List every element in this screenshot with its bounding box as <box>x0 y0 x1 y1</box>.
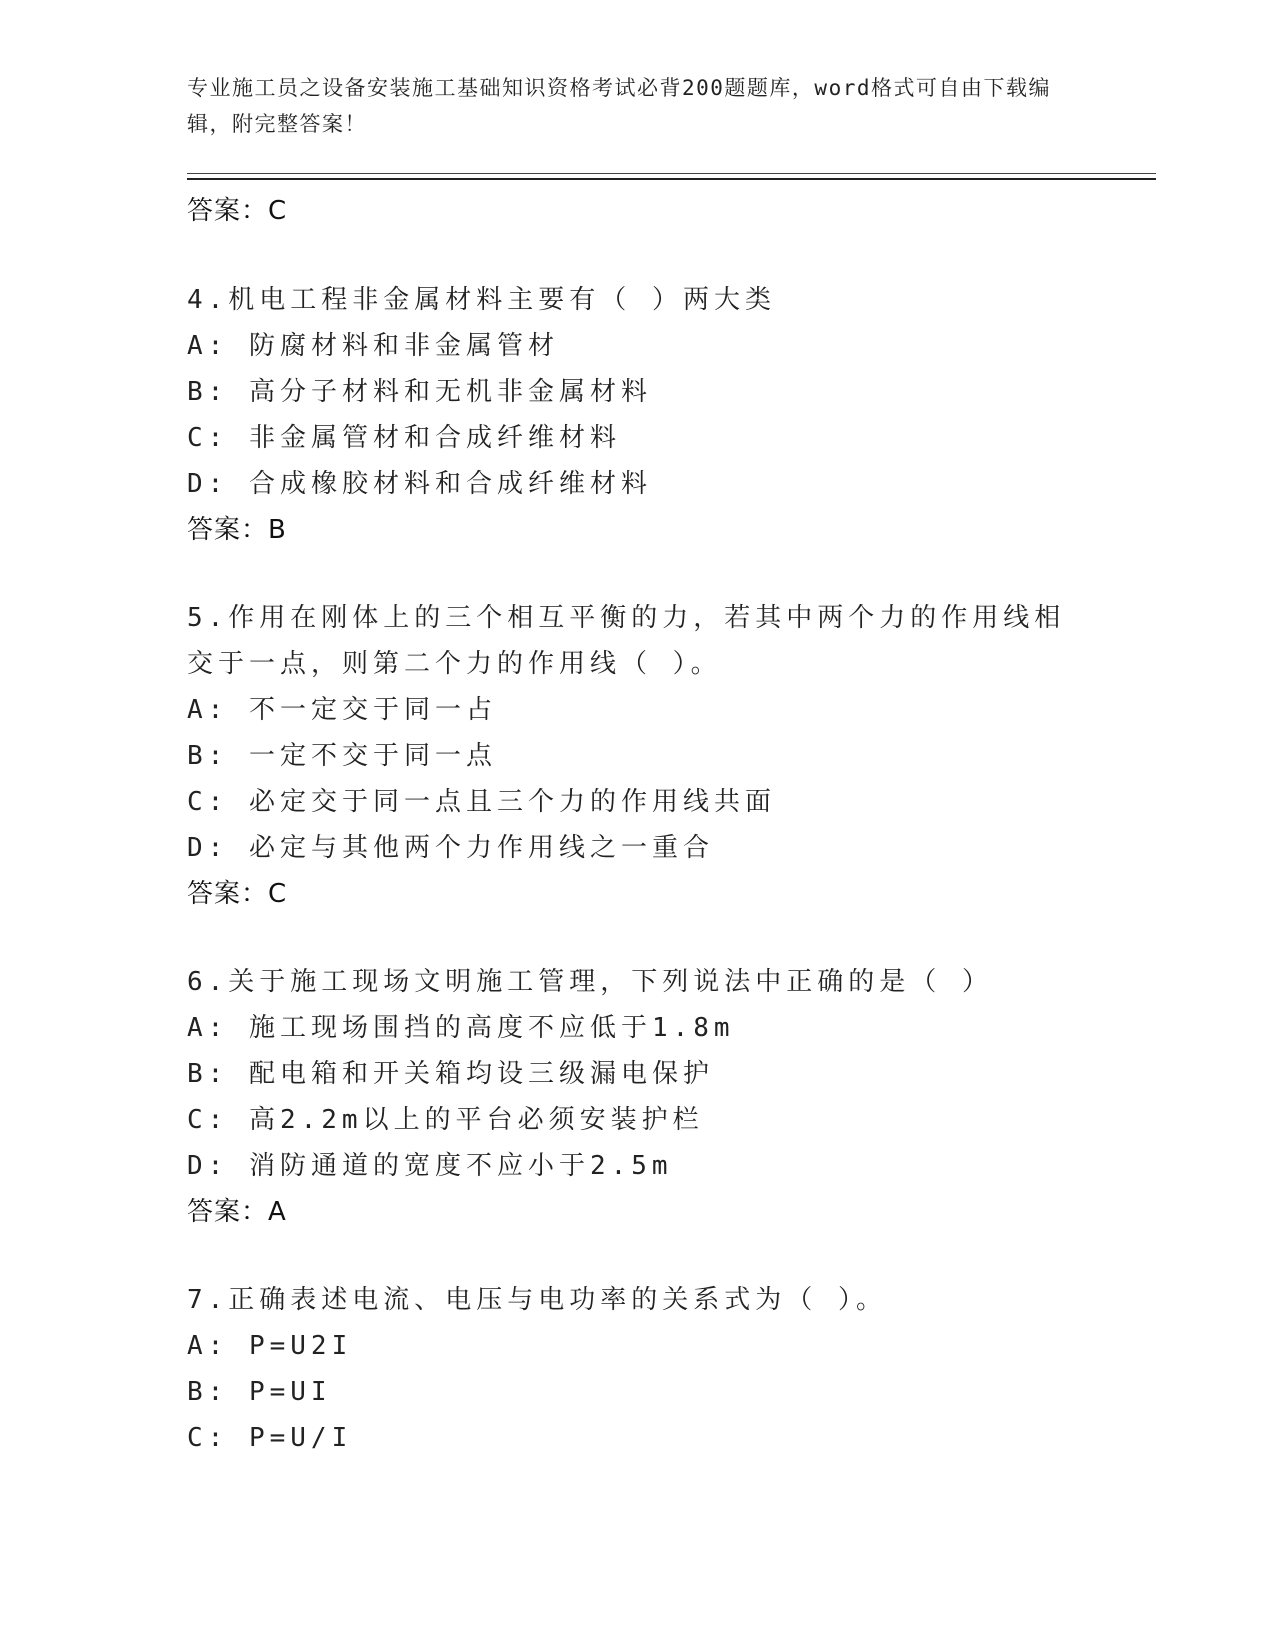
option-b: B: P=UI <box>187 1377 332 1407</box>
answer-line: 答案：A <box>187 1197 287 1227</box>
option-c: C: 必定交于同一点且三个力的作用线共面 <box>187 787 776 817</box>
option-a: A: 不一定交于同一占 <box>187 695 497 725</box>
answer-q3: 答案：C <box>187 196 288 226</box>
option-a: A: 施工现场围挡的高度不应低于1.8m <box>187 1013 735 1043</box>
question-list <box>187 277 1077 1503</box>
answer-line: 答案：C <box>187 879 288 909</box>
option-c: C: 非金属管材和合成纤维材料 <box>187 423 621 453</box>
option-b: B: 高分子材料和无机非金属材料 <box>187 377 652 407</box>
document-header <box>187 70 1077 142</box>
question-stem: 4.机电工程非金属材料主要有（ ）两大类 <box>187 285 776 315</box>
option-d: D: 消防通道的宽度不应小于2.5m <box>187 1151 673 1181</box>
header-rule-thick <box>187 178 1156 180</box>
option-b: B: 一定不交于同一点 <box>187 741 497 771</box>
header-text: 专业施工员之设备安装施工基础知识资格考试必背200题题库，word格式可自由下载编辑，附完整答案！ <box>187 76 1051 136</box>
header-rule-thin <box>187 173 1156 174</box>
question-7 <box>187 1277 1077 1461</box>
option-b: B: 配电箱和开关箱均设三级漏电保护 <box>187 1059 714 1089</box>
option-c: C: 高2.2m以上的平台必须安装护栏 <box>187 1105 704 1135</box>
option-d: D: 必定与其他两个力作用线之一重合 <box>187 833 714 863</box>
question-6 <box>187 959 1077 1235</box>
question-stem: 6.关于施工现场文明施工管理，下列说法中正确的是（ ） <box>187 967 993 997</box>
question-5 <box>187 595 1077 917</box>
option-d: D: 合成橡胶材料和合成纤维材料 <box>187 469 652 499</box>
question-stem: 5.作用在刚体上的三个相互平衡的力，若其中两个力的作用线相交于一点，则第二个力的作用线（ ）。 <box>187 603 1066 679</box>
question-4 <box>187 277 1077 553</box>
answer-line: 答案：B <box>187 515 287 545</box>
option-c: C: P=U/I <box>187 1423 353 1453</box>
option-a: A: P=U2I <box>187 1331 353 1361</box>
question-stem: 7.正确表述电流、电压与电功率的关系式为（ ）。 <box>187 1285 887 1315</box>
option-a: A: 防腐材料和非金属管材 <box>187 331 559 361</box>
